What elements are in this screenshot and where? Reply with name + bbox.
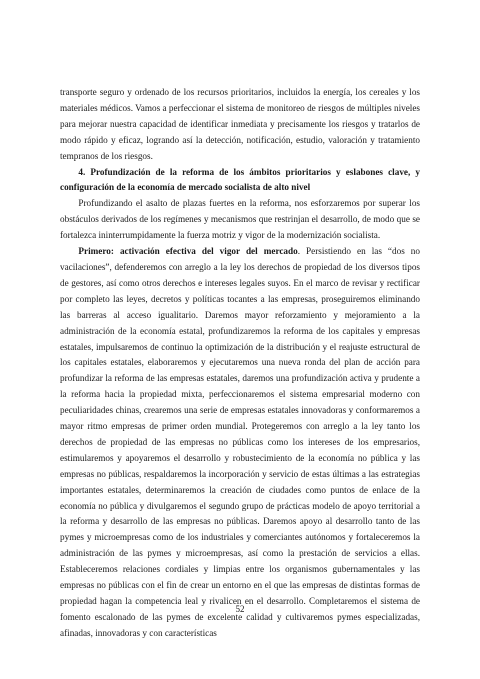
page-number: 52: [235, 604, 245, 614]
primero-paragraph: [60, 244, 420, 642]
intro-paragraph: Profundizando el asalto de plazas fuertes en la reforma, nos esforzaremos por superar los obstáculos derivados de los regímenes y mecanismos que restrinjan el desarrollo, de modo que se fortalezca ininterrumpidamente la fuerza motriz y vigor de la modernización socialista.: [60, 198, 420, 241]
section-heading: 4. Profundización de la reforma de los ámbitos prioritarios y eslabones clave, y configuración de la economía de mercado socialista de alto nivel: [60, 166, 420, 193]
body-text: [60, 85, 420, 642]
primero-lead: Primero: activación efectiva del vigor del mercado: [78, 246, 298, 257]
primero-text: . Persistiendo en las “dos no vacilaciones”, defenderemos con arreglo a la ley los derechos de propiedad de los diversos tipos de gestores, así como otros derechos e intereses legales suyos. En el marco de revisar y rectificar por completo las leyes, decretos y políticas tocantes a las empresas, proseguiremos eliminando las barreras al acceso igualitario. Daremos mayor reforzamiento y mejoramiento a la administración de la economía estatal, profundizaremos la reforma de los capitales y empresas estatales, impulsaremos de continuo la optimización de la distribución y el reajuste estructural de los capitales estatales, elaboraremos y ejecutaremos una nueva ronda del plan de acción para profundizar la reforma de las empresas estatales, daremos una profundización activa y prudente a la reforma hacia la propiedad mixta, perfeccionaremos el sistema empresarial moderno con peculiaridades chinas, crearemos una serie de empresas estatales innovadoras y conformaremos a mayor ritmo empresas de primer orden mundial. Protegeremos con arreglo a la ley tanto los derechos de propiedad de las empresas no públicas como los intereses de los empresarios, estimularemos y apoyaremos el desarrollo y robustecimiento de la economía no pública y las empresas no públicas, respaldaremos la incorporación y servicio de estas últimas a las estrategias importantes estatales, determinaremos la creación de ciudades como puntos de enlace de la economía no pública y divulgaremos el segundo grupo de prácticas modelo de apoyo territorial a la reforma y desarrollo de las empresas no públicas. Daremos apoyo al desarrollo tanto de las pymes y microempresas como de los industriales y comerciantes autónomos y fortaleceremos la administración de las pymes y microempresas, así como la prestación de servicios a ellas. Estableceremos relaciones cordiales y limpias entre los organismos gubernamentales y las empresas no públicas con el fin de crear un entorno en el que las empresas de distintas formas de propiedad hagan la competencia leal y rivalicen en el desarrollo. Completaremos el sistema de fomento escalonado de las pymes de excelente calidad y cultivaremos pymes especializadas, afinadas, innovadoras y con características: [60, 246, 420, 638]
paragraph-continued: transporte seguro y ordenado de los recursos prioritarios, incluidos la energía, los cereales y los materiales médicos. Vamos a perfeccionar el sistema de monitoreo de riesgos de múltiples niveles para mejorar nuestra capacidad de identificar inmediata y precisamente los riesgos y tratarlos de modo rápido y eficaz, logrando así la detección, notificación, estudio, valoración y tratamiento tempranos de los riesgos.: [60, 87, 420, 161]
